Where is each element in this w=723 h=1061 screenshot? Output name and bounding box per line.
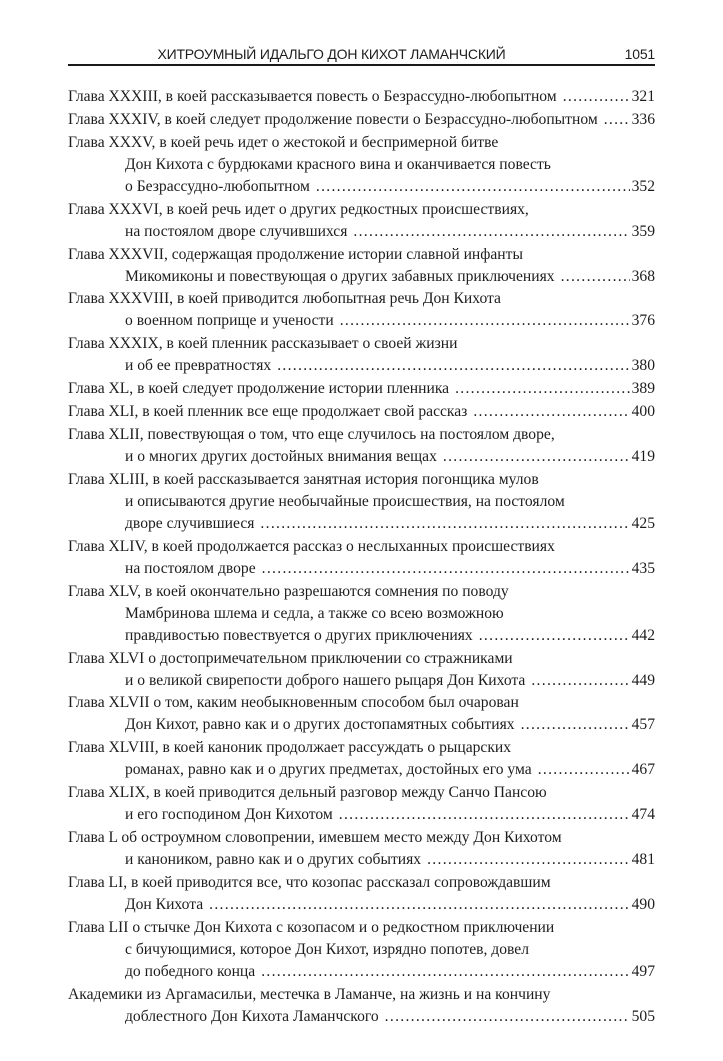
- dot-leader: [262, 558, 630, 580]
- dot-leader: [563, 86, 630, 108]
- toc-page-number: 352: [631, 177, 655, 195]
- toc-page-number: 505: [631, 1007, 655, 1025]
- toc-entry-line: [68, 872, 655, 894]
- toc-entry-line: [68, 310, 655, 332]
- toc-page-number: 336: [631, 110, 655, 128]
- toc-entry-line: [68, 469, 655, 491]
- toc-entry-line: [68, 759, 655, 781]
- toc-entry-text: на постоялом дворе случившихся: [125, 222, 348, 240]
- toc-entry-line: [68, 424, 655, 446]
- toc-entry-line: [68, 199, 655, 221]
- toc-entry-text: Глава XXXV, в коей речь идет о жестокой и беспримерной битве: [68, 133, 499, 151]
- toc-entry-text: Дон Кихот, равно как и о других достопамятных событиях: [125, 716, 515, 734]
- toc-entry-line: [68, 266, 655, 288]
- toc-entry-line: [68, 917, 655, 939]
- page-number: 1051: [624, 46, 655, 62]
- toc-entry-text: доблестного Дон Кихота Ламанчского: [125, 1007, 379, 1025]
- dot-leader: [260, 513, 629, 535]
- dot-leader: [339, 804, 630, 826]
- toc-entry-text: Дон Кихота: [125, 896, 204, 914]
- toc-entry-text: на постоялом дворе: [125, 559, 256, 577]
- toc-entry[interactable]: [68, 288, 655, 332]
- toc-entry-text: правдивостью повествуется о других приключениях: [125, 626, 473, 644]
- toc-page-number: 400: [631, 403, 655, 421]
- toc-entry-line: [68, 288, 655, 310]
- toc-entry[interactable]: [68, 333, 655, 377]
- toc-entry-line: [68, 804, 655, 826]
- toc-entry-text: Глава XXXVIII, в коей приводится любопытная речь Дон Кихота: [68, 290, 501, 308]
- toc-entry-text: Дон Кихота с бурдюками красного вина и оканчивается повесть: [125, 155, 551, 173]
- toc-entry-text: романах, равно как и о других предметах, достойных его ума: [125, 761, 532, 779]
- toc-entry-line: [68, 355, 655, 377]
- toc-entry[interactable]: [68, 86, 655, 108]
- toc-entry-text: Глава L об остроумном словопрении, имевшем место между Дон Кихотом: [68, 829, 562, 847]
- toc-entry[interactable]: [68, 424, 655, 468]
- toc-entry-text: и каноником, равно как и о других событиях: [125, 851, 422, 869]
- toc-entry-text: Глава XLI, в коей пленник все еще продолжает свой рассказ: [68, 403, 468, 421]
- toc-entry-line: [68, 648, 655, 670]
- toc-entry[interactable]: [68, 469, 655, 535]
- toc-entry-line: [68, 513, 655, 535]
- toc-entry-text: и о великой свирепости доброго нашего рыцаря Дон Кихота: [125, 671, 526, 689]
- toc-page-number: 481: [631, 851, 655, 869]
- toc-entry-line: [68, 154, 655, 176]
- toc-entry-line: [68, 221, 655, 243]
- toc-entry-line: [68, 625, 655, 647]
- toc-entry-text: и о многих других достойных внимания вещах: [125, 448, 437, 466]
- toc-entry-text: с бичующимися, которое Дон Кихот, изрядно попотев, довел: [125, 940, 530, 958]
- toc-entry-line: [68, 378, 655, 400]
- dot-leader: [316, 176, 630, 198]
- toc-entry-text: Глава XLV, в коей окончательно разрешаются сомнения по поводу: [68, 582, 509, 600]
- toc-entry-text: Глава XLVI о достопримечательном приключении со стражниками: [68, 649, 513, 667]
- running-title: ХИТРОУМНЫЙ ИДАЛЬГО ДОН КИХОТ ЛАМАНЧСКИЙ: [157, 46, 506, 62]
- dot-leader: [473, 401, 629, 423]
- toc-entry[interactable]: [68, 648, 655, 692]
- toc-entry[interactable]: [68, 132, 655, 198]
- toc-page-number: 457: [631, 716, 655, 734]
- toc-entry-text: Глава XXXVII, содержащая продолжение истории славной инфанты: [68, 245, 523, 263]
- toc-entry-text: Глава XXXVI, в коей речь идет о других редкостных происшествиях,: [68, 200, 529, 218]
- toc-entry-text: о Безрассудно-любопытном: [125, 177, 310, 195]
- toc-page-number: 497: [631, 962, 655, 980]
- dot-leader: [455, 378, 630, 400]
- toc-entry-text: Глава LI, в коей приводится все, что козопас рассказал сопровождавшим: [68, 874, 551, 892]
- toc-entry-line: [68, 714, 655, 736]
- toc-entry-line: [68, 984, 655, 1006]
- toc-entry-line: [68, 491, 655, 513]
- toc-entry-text: Глава XLVII о том, каким необыкновенным способом был очарован: [68, 694, 519, 712]
- toc-entry[interactable]: [68, 737, 655, 781]
- toc-entry[interactable]: [68, 401, 655, 423]
- toc-entry-line: [68, 109, 655, 131]
- toc-entry-line: [68, 737, 655, 759]
- toc-entry[interactable]: [68, 581, 655, 647]
- dot-leader: [561, 266, 630, 288]
- dot-leader: [209, 894, 629, 916]
- dot-leader: [604, 109, 630, 131]
- toc-page-number: 389: [631, 380, 655, 398]
- toc-entry-text: Микомиконы и повествующая о других забавных приключениях: [125, 267, 555, 285]
- toc-entry-text: Мамбринова шлема и седла, а также со всею возможною: [125, 604, 504, 622]
- toc-entry-line: [68, 603, 655, 625]
- toc-entry-text: Глава XLIV, в коей продолжается рассказ о неслыханных происшествиях: [68, 537, 555, 555]
- toc-page-number: 419: [631, 448, 655, 466]
- dot-leader: [531, 670, 629, 692]
- toc-entry-line: [68, 894, 655, 916]
- toc-entry-text: до победного конца: [125, 962, 256, 980]
- toc-page-number: 467: [631, 761, 655, 779]
- table-of-contents: [68, 86, 655, 1029]
- toc-entry[interactable]: [68, 109, 655, 131]
- toc-entry-text: Глава XLII, повествующая о том, что еще случилось на постоялом дворе,: [68, 426, 555, 444]
- toc-page-number: 442: [631, 626, 655, 644]
- toc-page-number: 368: [631, 267, 655, 285]
- toc-entry-text: Глава XXXIII, в коей рассказывается повесть о Безрассудно-любопытном: [68, 88, 557, 105]
- toc-entry[interactable]: [68, 827, 655, 871]
- toc-entry-line: [68, 961, 655, 983]
- toc-page-number: 435: [631, 559, 655, 577]
- toc-entry-line: [68, 1006, 655, 1028]
- toc-page-number: 321: [631, 88, 655, 105]
- toc-entry-line: [68, 446, 655, 468]
- running-header: [68, 44, 655, 66]
- dot-leader: [521, 714, 630, 736]
- toc-entry[interactable]: [68, 984, 655, 1028]
- toc-entry-line: [68, 333, 655, 355]
- toc-entry[interactable]: [68, 378, 655, 400]
- dot-leader: [353, 221, 629, 243]
- dot-leader: [385, 1006, 630, 1028]
- toc-entry-text: Глава XLVIII, в коей каноник продолжает рассуждать о рыцарских: [68, 739, 512, 757]
- toc-entry[interactable]: [68, 872, 655, 916]
- toc-entry-text: Глава XLIX, в коей приводится дельный разговор между Санчо Пансою: [68, 784, 547, 802]
- toc-entry[interactable]: [68, 782, 655, 826]
- toc-entry-line: [68, 244, 655, 266]
- toc-page-number: 376: [631, 312, 655, 330]
- toc-entry-text: Глава XL, в коей следует продолжение истории пленника: [68, 380, 450, 398]
- toc-entry[interactable]: [68, 917, 655, 983]
- toc-page-number: 380: [631, 357, 655, 375]
- toc-entry-line: [68, 849, 655, 871]
- toc-page-number: 359: [631, 222, 655, 240]
- toc-entry-line: [68, 86, 655, 108]
- toc-page-number: 425: [631, 514, 655, 532]
- dot-leader: [443, 446, 630, 468]
- dot-leader: [277, 355, 629, 377]
- toc-entry-text: Глава XLIII, в коей рассказывается занятная история погонщика мулов: [68, 470, 539, 488]
- toc-entry-text: и его господином Дон Кихотом: [125, 806, 333, 824]
- toc-entry-line: [68, 939, 655, 961]
- toc-entry-line: [68, 401, 655, 423]
- toc-entry-text: Глава LII о стычке Дон Кихота с козопасом и о редкостном приключении: [68, 918, 555, 936]
- toc-entry[interactable]: [68, 199, 655, 243]
- toc-entry-text: и описываются другие необычайные происшествия, на постоялом: [125, 492, 565, 510]
- dot-leader: [261, 961, 629, 983]
- toc-page-number: 474: [631, 806, 655, 824]
- toc-page-number: 449: [631, 671, 655, 689]
- dot-leader: [538, 759, 630, 781]
- toc-entry-text: Глава XXXIX, в коей пленник рассказывает о своей жизни: [68, 335, 458, 353]
- toc-page-number: 490: [631, 896, 655, 914]
- dot-leader: [479, 625, 630, 647]
- toc-entry[interactable]: [68, 536, 655, 580]
- toc-entry-line: [68, 176, 655, 198]
- toc-entry-line: [68, 692, 655, 714]
- toc-entry-text: Академики из Аргамасильи, местечка в Ламанче, на жизнь и на кончину: [68, 985, 551, 1003]
- toc-entry-line: [68, 782, 655, 804]
- toc-entry-line: [68, 827, 655, 849]
- toc-entry[interactable]: [68, 244, 655, 288]
- toc-entry-text: о военном поприще и учености: [125, 312, 334, 330]
- toc-entry-line: [68, 670, 655, 692]
- toc-entry-line: [68, 536, 655, 558]
- dot-leader: [427, 849, 630, 871]
- toc-entry-line: [68, 558, 655, 580]
- toc-entry-text: Глава XXXIV, в коей следует продолжение повести о Безрассудно-любопытном: [68, 110, 598, 128]
- dot-leader: [340, 310, 630, 332]
- toc-entry-line: [68, 132, 655, 154]
- toc-entry-text: дворе случившиеся: [125, 514, 255, 532]
- toc-entry[interactable]: [68, 692, 655, 736]
- toc-entry-line: [68, 581, 655, 603]
- toc-entry-text: и об ее превратностях: [125, 357, 272, 375]
